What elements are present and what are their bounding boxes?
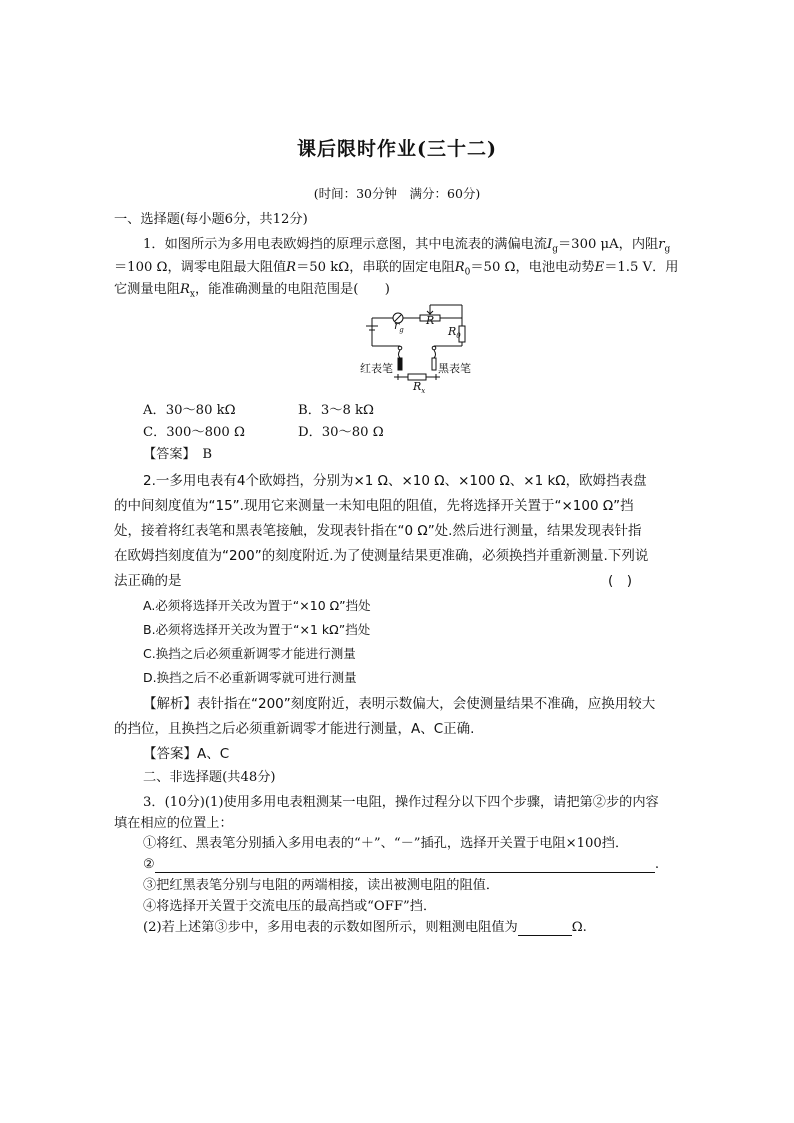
q3-step-1: ①将红、黑表笔分别插入多用电表的“＋”、“－”插孔，选择开关置于电阻×100挡． [143, 836, 629, 851]
red-terminal-icon [398, 346, 402, 350]
q1-option-c: C．300～800 Ω [143, 425, 245, 440]
q1-option-b: B．3～8 kΩ [298, 403, 374, 418]
label-rg-sub: g [399, 326, 404, 335]
red-probe-icon [398, 358, 402, 370]
q2-analysis-line-2: 的挡位，且换挡之后必须重新调零才能进行测量，A、C正确. [114, 721, 475, 737]
ig-subscript: g [552, 244, 558, 255]
label-rx-sub: x [421, 387, 426, 396]
ohmmeter-circuit-figure [358, 302, 488, 398]
r-symbol: R [286, 260, 297, 275]
q3-resistance-blank[interactable] [518, 921, 572, 936]
q1-text: 它测量电阻 [114, 282, 180, 297]
q2-option-a: A.必须将选择开关改为置于“×10 Ω”挡处 [143, 598, 371, 613]
label-rg [394, 319, 404, 334]
label-red-probe: 红表笔 [360, 362, 393, 375]
q2-line-2: 的中间刻度值为“15”.现用它来测量一未知电阻的阻值，先将选择开关置于“×100 Ω”挡 [114, 498, 634, 514]
rg-symbol: r [658, 237, 665, 252]
q1-line-1 [143, 237, 670, 258]
q2-answer-bracket: ( ) [608, 573, 633, 589]
q1-line-2 [114, 260, 679, 281]
black-probe-wire-icon [434, 350, 436, 358]
label-r: R [426, 314, 435, 327]
q2-option-b: B.必须将选择开关改为置于“×1 kΩ”挡处 [143, 622, 371, 637]
label-r0 [448, 325, 461, 340]
page-subtitle: (时间：30分钟 满分：60分) [313, 186, 481, 201]
q1-option-d: D．30～80 Ω [298, 425, 384, 440]
q2-line-5: 法正确的是 [114, 573, 182, 589]
black-probe-icon [432, 358, 436, 370]
rg-subscript: g [664, 244, 671, 255]
label-rg-text: r [394, 319, 400, 332]
q2-line-4: 在欧姆挡刻度值为“200”的刻度附近.为了使测量结果更准确，必须换挡并重新测量.下列说 [114, 548, 649, 564]
q3-step-4: ④将选择开关置于交流电压的最高挡或“OFF”挡． [143, 899, 437, 914]
q1-line-3 [114, 282, 390, 303]
rx-symbol: R [179, 282, 190, 297]
q3-step-3: ③把红黑表笔分别与电阻的两端相接，读出被测电阻的阻值． [143, 878, 500, 893]
label-r0-text: R [448, 325, 457, 338]
q1-answer: 【答案】 B [143, 447, 213, 462]
q3-part-2-text: (2)若上述第③步中，多用电表的示数如图所示，则粗测电阻值为 [143, 920, 518, 935]
q3-step-2-marker: ② [143, 857, 155, 872]
e-symbol: E [594, 260, 605, 275]
label-black-probe: 黑表笔 [438, 362, 471, 375]
q3-line-1: 3．(10分)(1)使用多用电表粗测某一电阻，操作过程分以下四个步骤，请把第②步的内容 [143, 795, 659, 810]
q1-text: ＝50 kΩ，串联的固定电阻 [296, 260, 455, 275]
label-r0-sub: 0 [456, 332, 461, 341]
section-1-heading: 一、选择题(每小题6分，共12分) [114, 212, 308, 227]
black-terminal-icon [432, 346, 436, 350]
q1-text: ＝100 Ω，调零电阻最大阻值 [114, 260, 287, 275]
rx-subscript: x [189, 289, 195, 300]
q1-option-a: A．30～80 kΩ [143, 403, 236, 418]
q1-text: ，能准确测量的电阻范围是( ) [194, 282, 390, 297]
q1-text: 1．如图所示为多用电表欧姆挡的原理示意图，其中电流表的满偏电流 [143, 237, 548, 252]
q2-line-3: 处，接着将红表笔和黑表笔接触，发现表针指在“0 Ω”处.然后进行测量，结果发现表针指 [114, 523, 642, 539]
q3-step-2 [143, 857, 659, 873]
q3-line-2: 填在相应的位置上： [114, 816, 233, 831]
r0-symbol: R [454, 260, 465, 275]
q3-step-2-period: . [654, 857, 660, 872]
q1-text: ＝1.5 V．用 [604, 260, 679, 275]
ig-symbol: I [547, 237, 553, 252]
section-2-heading: 二、非选择题(共48分) [143, 770, 276, 785]
q3-part-2-unit: Ω. [571, 920, 587, 935]
q2-option-c: C.换挡之后必须重新调零才能进行测量 [143, 646, 356, 661]
page-title: 课后限时作业(三十二) [297, 138, 497, 160]
q2-line-1: 2.一多用电表有4个欧姆挡，分别为×1 Ω、×10 Ω、×100 Ω、×1 kΩ，欧姆挡表盘 [143, 473, 647, 489]
label-rx [413, 380, 425, 395]
label-rx-text: R [413, 380, 422, 393]
q2-option-d: D.换挡之后不必重新调零就可进行测量 [143, 670, 357, 685]
q3-part-2 [143, 920, 587, 936]
r0-subscript: 0 [464, 267, 471, 278]
q2-analysis-line-1: 【解析】表针指在“200”刻度附近，表明示数偏大，会使测量结果不准确，应换用较大 [143, 696, 656, 712]
q1-text: ＝300 μA，内阻 [558, 237, 659, 252]
q3-step-2-blank[interactable] [155, 858, 655, 873]
q1-text: ＝50 Ω，电池电动势 [470, 260, 595, 275]
red-probe-wire-icon [399, 350, 401, 358]
q2-answer: 【答案】A、C [143, 746, 230, 762]
